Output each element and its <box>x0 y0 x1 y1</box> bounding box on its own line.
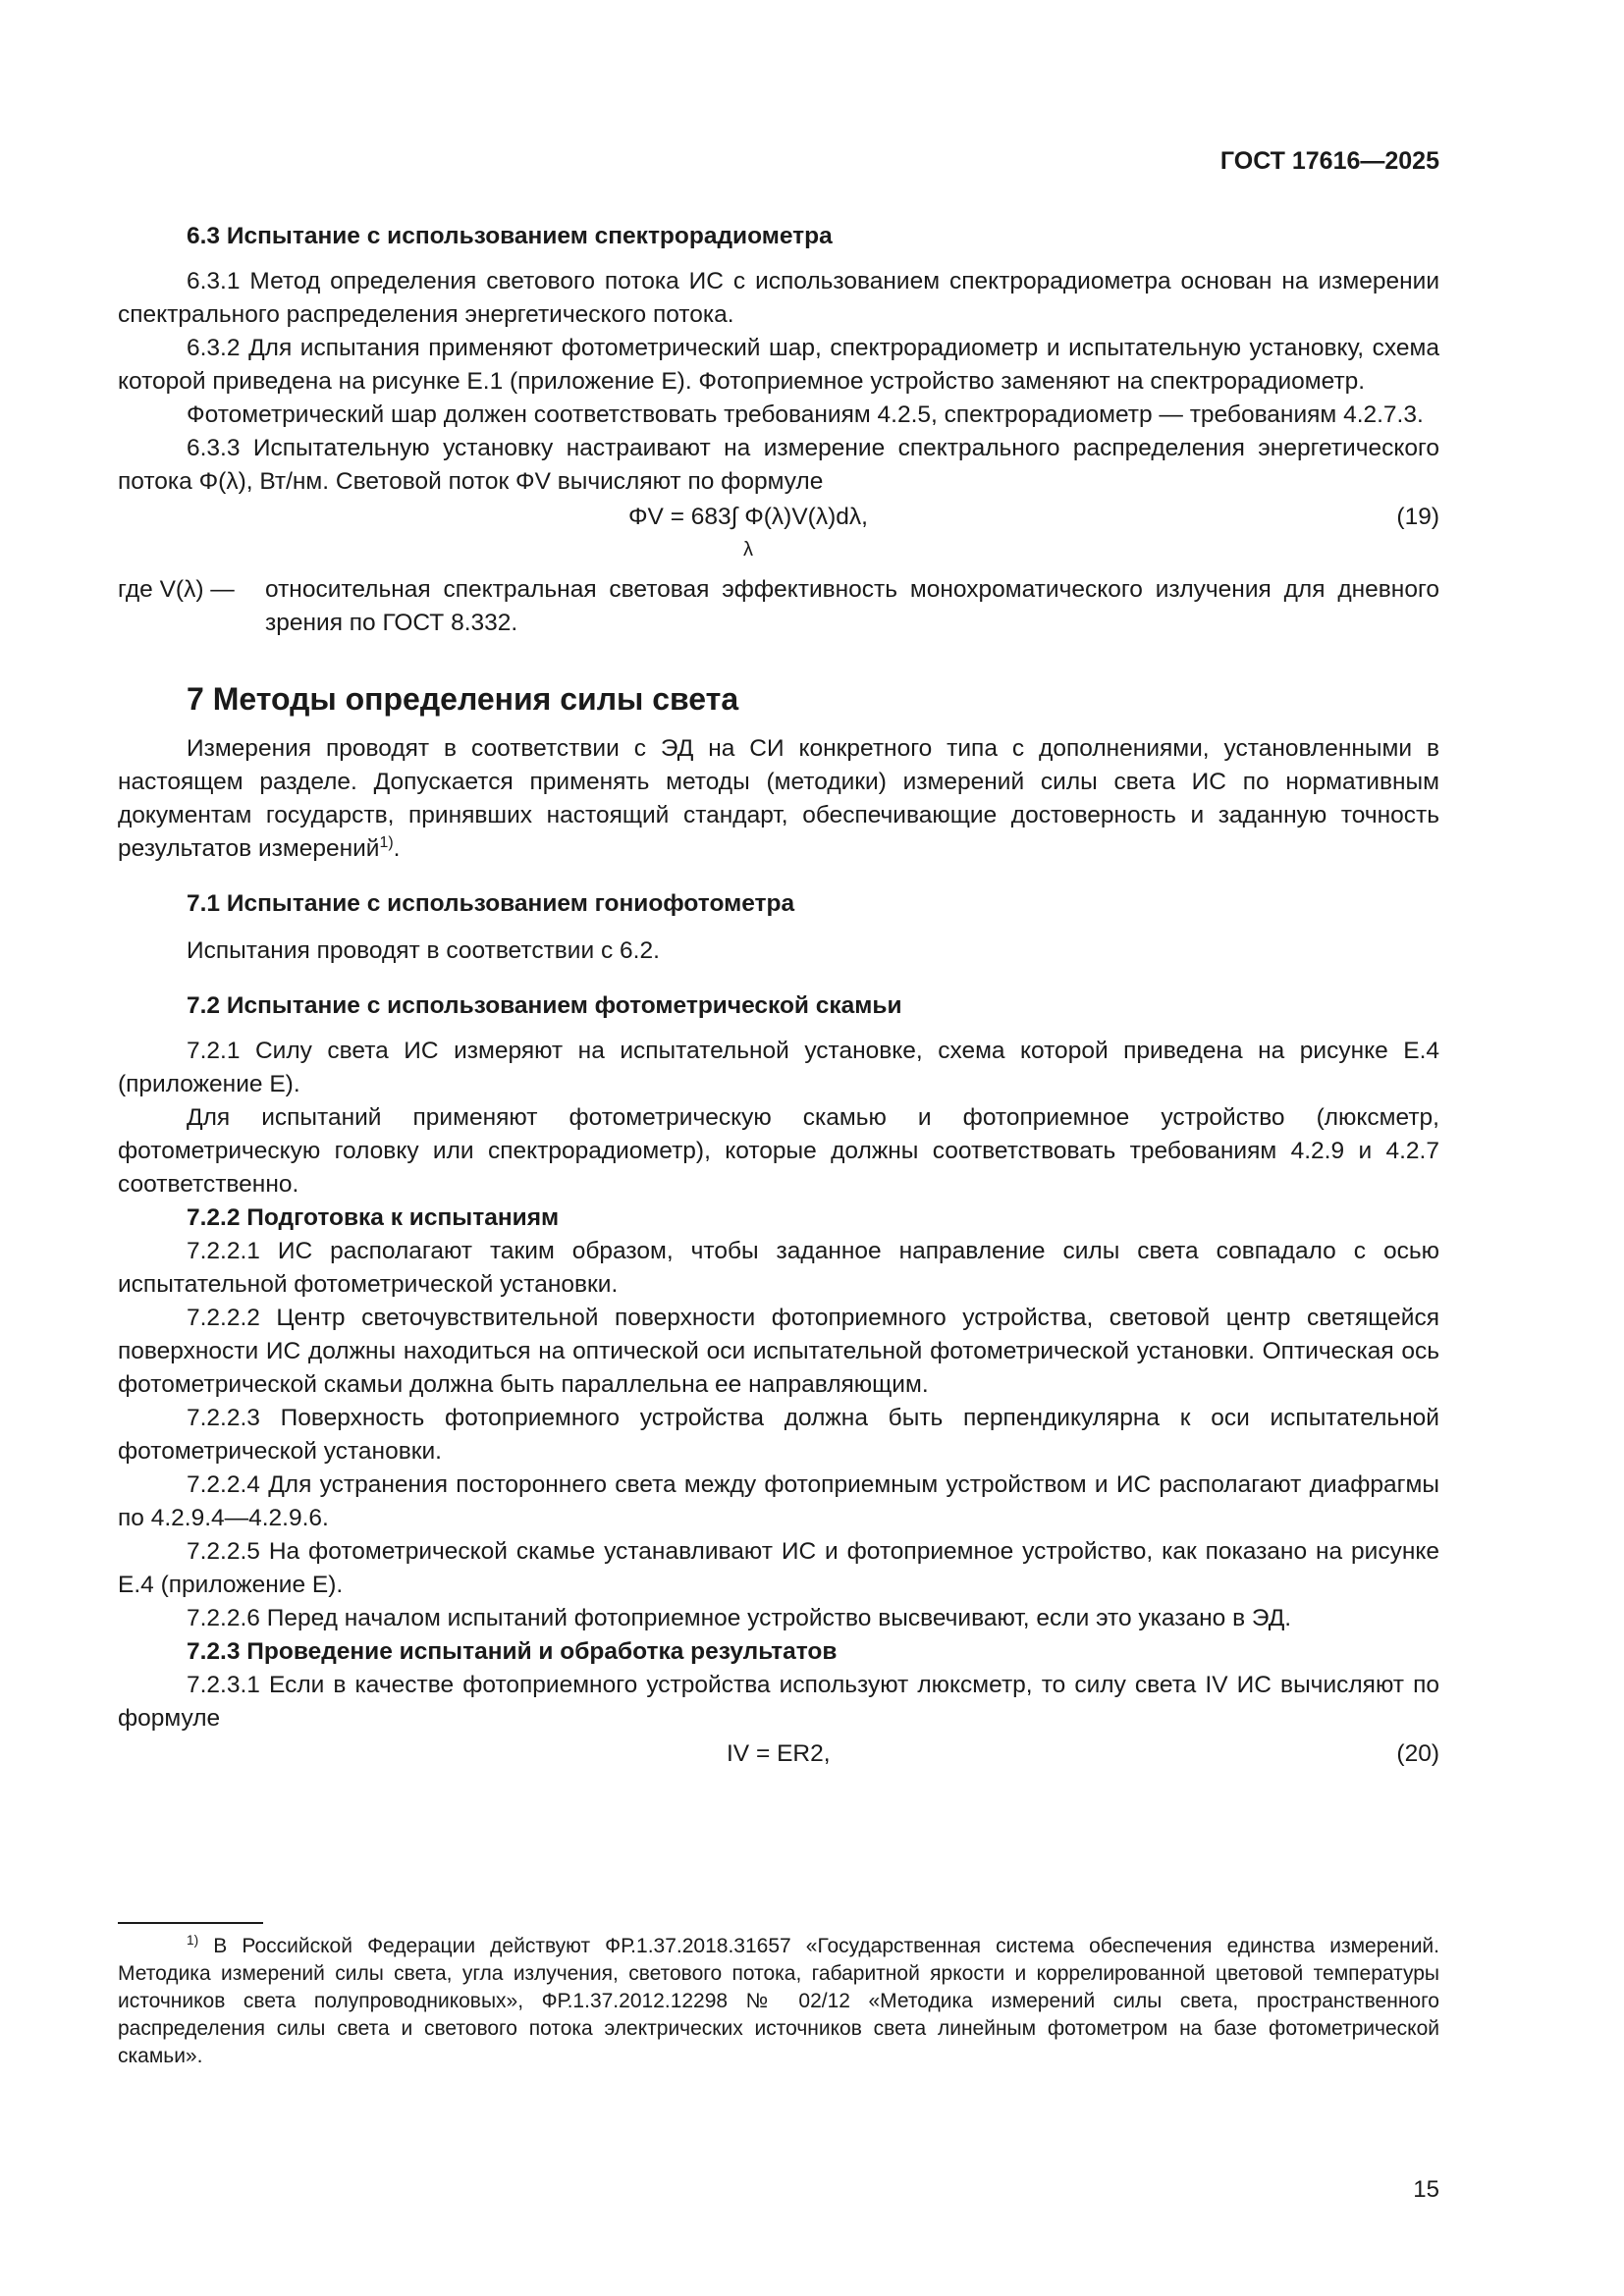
formula-19 <box>118 499 1439 561</box>
formula-19-explanation <box>118 573 1439 640</box>
footnote-separator <box>118 1922 263 1924</box>
section-7-1-title: 7.1 Испытание с использованием гониофотометра <box>187 890 795 917</box>
footnote-mark: 1) <box>187 1933 199 1948</box>
formula-20 <box>118 1735 1439 1775</box>
footnote <box>118 1933 1439 2070</box>
paragraph-7-2-3-1: 7.2.3.1 Если в качестве фотоприемного устройства используют люксметр, то силу света IV ИС вычисляют по формуле <box>118 1672 1439 1732</box>
section-6-3-title: 6.3 Испытание с использованием спектрорадиометра <box>187 223 833 249</box>
paragraph-7-2-2-3: 7.2.2.3 Поверхность фотоприемного устройства должна быть перпендикулярна к оси испытательной фотометрической установки. <box>118 1405 1439 1465</box>
section-7-intro <box>118 732 1439 866</box>
section-7-1-text: Испытания проводят в соответствии с 6.2. <box>187 937 660 964</box>
paragraph-sphere-requirements: Фотометрический шар должен соответствовать требованиям 4.2.5, спектрорадиометр — требованиям 4.2.7.3. <box>187 401 1424 428</box>
paragraph-7-2-2-4: 7.2.2.4 Для устранения постороннего света между фотоприемным устройством и ИС располагают диафрагмы по 4.2.9.4—4.2.9.6. <box>118 1471 1439 1531</box>
page-body <box>118 147 1439 1775</box>
section-7-intro-text: Измерения проводят в соответствии с ЭД на СИ конкретного типа с дополнениями, установленными в настоящем разделе. Допускается применять методы (методики) измерений силы света ИС по нормативным документам государств, принявших настоящий стандарт, обеспечивающие достоверность и заданную точность результатов измерений <box>118 735 1439 862</box>
formula-19-number: (19) <box>1396 504 1439 530</box>
paragraph-7-2-1-equipment: Для испытаний применяют фотометрическую скамью и фотоприемное устройство (люксметр, фотометрическую головку или спектрорадиометр), которые должны соответствовать требованиям 4.2.9 и 4.2.7 соответственно. <box>118 1104 1439 1198</box>
section-7-intro-end: . <box>393 835 401 862</box>
paragraph-6-3-2: 6.3.2 Для испытания применяют фотометрический шар, спектрорадиометр и испытательную установку, схема которой приведена на рисунке Е.1 (приложение Е). Фотоприемное устройство заменяют на спектрорадиометр. <box>118 335 1439 395</box>
paragraph-7-2-1: 7.2.1 Силу света ИС измеряют на испытательной установке, схема которой приведена на рисунке Е.4 (приложение Е). <box>118 1038 1439 1097</box>
section-7-2-title: 7.2 Испытание с использованием фотометрической скамьи <box>187 992 902 1019</box>
formula-19-integral-subscript: λ <box>743 539 753 561</box>
page-number: 15 <box>1413 2176 1439 2203</box>
where-symbol: где V(λ) — <box>118 576 235 603</box>
footnote-1 <box>118 1933 1439 2070</box>
paragraph-7-2-2-1: 7.2.2.1 ИС располагают таким образом, чтобы заданное направление силы света совпадало с осью испытательной фотометрической установки. <box>118 1238 1439 1298</box>
formula-20-number: (20) <box>1396 1740 1439 1767</box>
footnote-text: В Российской Федерации действуют ФР.1.37.2018.31657 «Государственная система обеспечения единства измерений. Методика измерений силы света, угла излучения, светового потока, габаритной яркости и коррелированной цветовой температуры источников света полупроводниковых», ФР.1.37.2012.12298 № 02/12 «Методика измерений силы света, пространственного распределения силы света и светового потока электрических источников света линейным фотометром на базе фотометрической скамьи». <box>118 1935 1439 2067</box>
formula-20-expression: IV = ER2, <box>727 1740 831 1767</box>
section-7-2-3-title: 7.2.3 Проведение испытаний и обработка результатов <box>187 1638 838 1665</box>
paragraph-7-2-2-5: 7.2.2.5 На фотометрической скамье устанавливают ИС и фотоприемное устройство, как показано на рисунке Е.4 (приложение Е). <box>118 1538 1439 1598</box>
paragraph-6-3-1: 6.3.1 Метод определения светового потока ИС с использованием спектрорадиометра основан на измерении спектрального распределения энергетического потока. <box>118 268 1439 328</box>
section-7-2-2-title: 7.2.2 Подготовка к испытаниям <box>187 1204 560 1231</box>
standard-header: ГОСТ 17616—2025 <box>1219 147 1439 175</box>
paragraph-6-3-3: 6.3.3 Испытательную установку настраивают на измерение спектрального распределения энергетического потока Φ(λ), Вт/нм. Световой поток ΦV вычисляют по формуле <box>118 435 1439 495</box>
section-7-title: 7 Методы определения силы света <box>187 681 739 717</box>
where-text: относительная спектральная световая эффективность монохроматического излучения для дневного зрения по ГОСТ 8.332. <box>265 576 1439 636</box>
footnote-reference: 1) <box>379 833 394 851</box>
formula-19-expression: ΦV = 683∫ Φ(λ)V(λ)dλ, <box>628 504 868 530</box>
paragraph-7-2-2-2: 7.2.2.2 Центр светочувствительной поверхности фотоприемного устройства, световой центр светящейся поверхности ИС должны находиться на оптической оси испытательной фотометрической установки. Оптическая ось фотометрической скамьи должна быть параллельна ее направляющим. <box>118 1305 1439 1398</box>
paragraph-7-2-2-6: 7.2.2.6 Перед началом испытаний фотоприемное устройство высвечивают, если это указано в ЭД. <box>187 1605 1292 1631</box>
